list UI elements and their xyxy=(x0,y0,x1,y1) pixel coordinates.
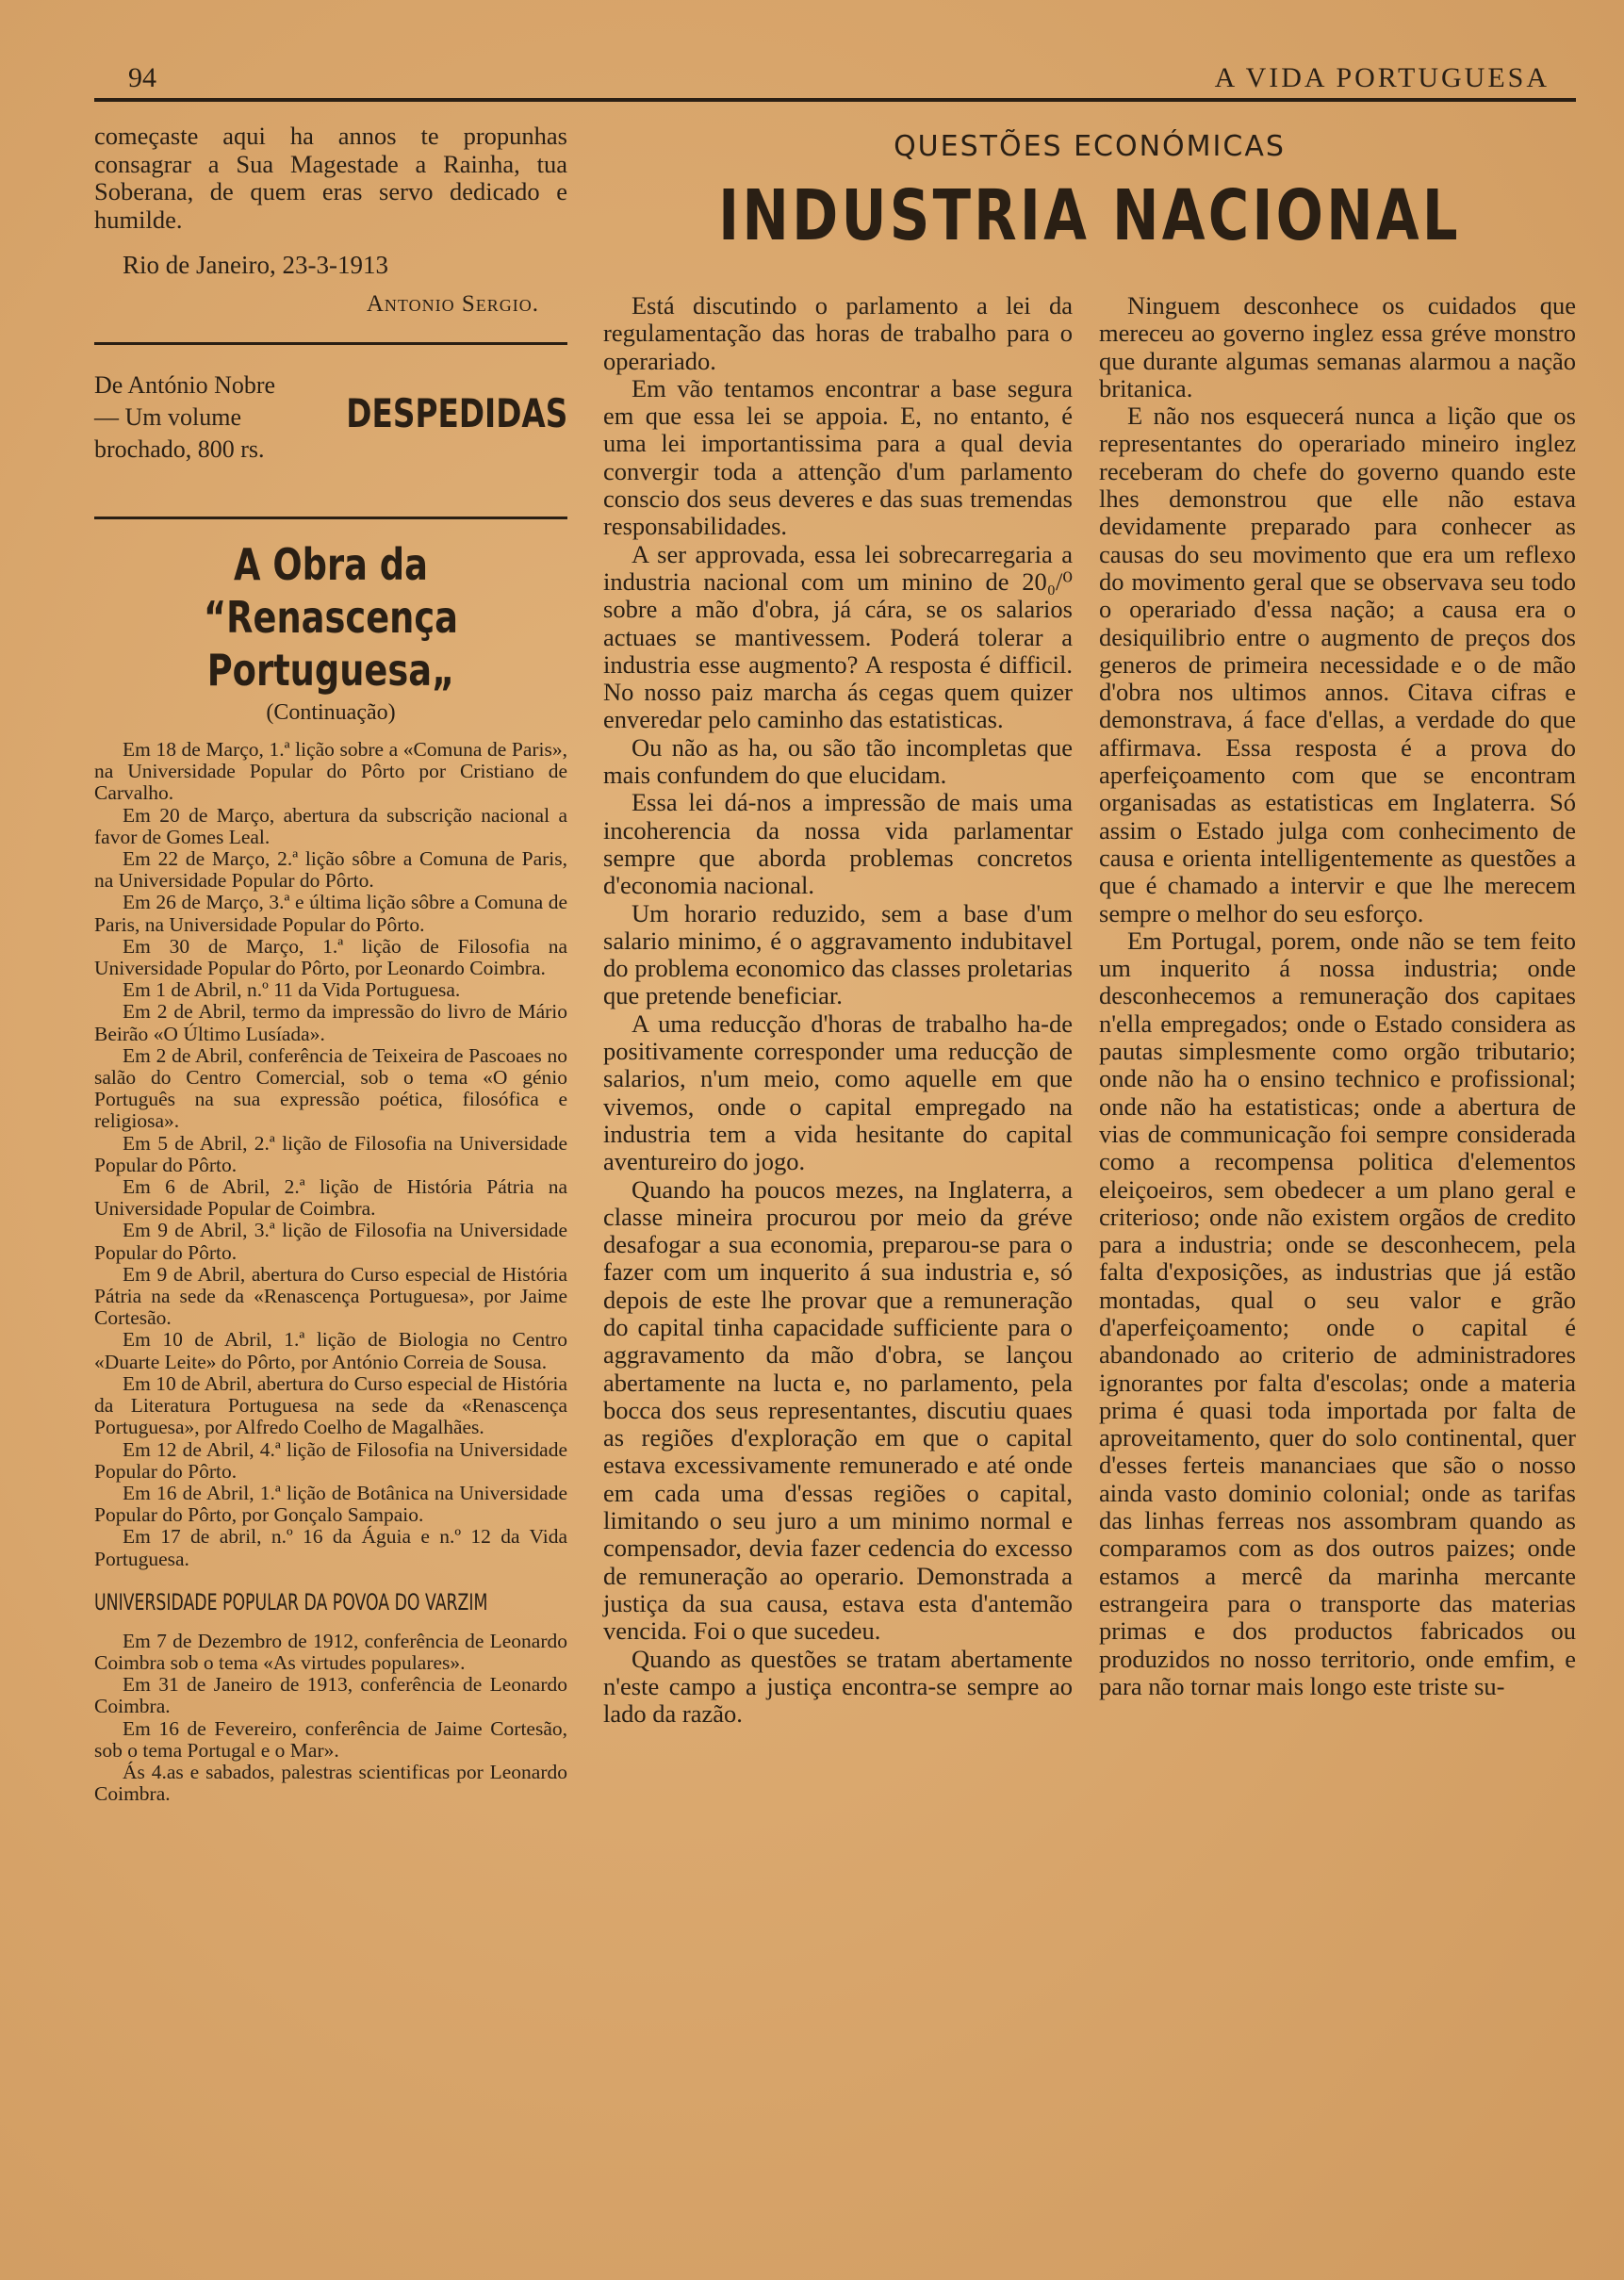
event-item: Em 18 de Março, 1.ª lição sobre a «Comuna de Paris», na Universidade Popular do Pôrto por Cristiano de Carvalho. xyxy=(94,738,567,805)
events-list xyxy=(94,739,567,1570)
article-paragraph: Em Portugal, porem, onde não se tem feito um inquerito á nossa industria; onde desconhecemos a remuneração dos capitaes n'ella empregados; onde o Estado considera as pautas simplesmente como orgão tributario; onde não ha o ensino technico e profissional; onde não ha estatisticas; onde a abertura de vias de communicação foi sempre considerada como a recompensa politica d'elementos eleiçoeiros, sem obedecer a um plano geral e criterioso; onde não existem orgãos de credito para a industria; onde se desconhecem, pela falta d'exposições, as industrias que já estão montadas, qual o seu valor e grão d'aperfeiçoamento; onde o capital é abandonado ao criterio de administradores ignorantes por falta d'escolas; onde a materia prima é quasi toda importada por falta de aproveitamento, quer do solo continental, quer d'esses ferteis mananciaes que são o nosso ainda vasto dominio colonial; onde as tarifas das linhas ferreas nos assombram quando as comparamos com as dos outros paizes; onde estamos a mercê da marinha mercante estrangeira para o transporte das materias primas e dos productos fabricados ou produzidos no nosso territorio, onde emfim, e para não tornar mais longo este triste su- xyxy=(1099,926,1576,1700)
univ-event-item: Ás 4.as e sabados, palestras scientificas por Leonardo Coimbra. xyxy=(94,1760,567,1806)
event-item: Em 26 de Março, 3.ª e última lição sôbre a Comuna de Paris, na Universidade Popular do Pôrto. xyxy=(94,891,567,936)
univ-event-item: Em 7 de Dezembro de 1912, conferência de Leonardo Coimbra sob o tema «As virtudes populares». xyxy=(94,1629,567,1674)
event-item: Em 20 de Março, abertura da subscrição nacional a favor de Gomes Leal. xyxy=(94,803,567,848)
event-item: Em 9 de Abril, 3.ª lição de Filosofia na Universidade Popular do Pôrto. xyxy=(94,1219,567,1264)
event-item: Em 9 de Abril, abertura do Curso especial de História Pátria na sede da «Renascença Portuguesa», por Jaime Cortesão. xyxy=(94,1262,567,1330)
univ-events-list xyxy=(94,1631,567,1806)
article-column-2 xyxy=(1099,292,1576,1700)
event-item: Em 22 de Março, 2.ª lição sôbre a Comuna de Paris, na Universidade Popular do Pôrto. xyxy=(94,847,567,893)
event-item: Em 1 de Abril, n.º 11 da Vida Portuguesa. xyxy=(123,978,461,1002)
article-paragraph: Ninguem desconhece os cuidados que mereceu ao governo inglez essa gréve monstro que durante algumas semanas alarmou a nação britanica. xyxy=(1099,291,1576,402)
journal-title: A VIDA PORTUGUESA xyxy=(1214,62,1550,93)
intro-text: começaste aqui ha annos te propunhas consagrar a Sua Magestade a Rainha, tua Soberana, de quem eras servo dedicado e humilde. xyxy=(94,122,567,234)
letter-signature: Antonio Sergio. xyxy=(366,291,539,317)
event-item: Em 16 de Abril, 1.ª lição de Botânica na Universidade Popular do Pôrto, por Gonçalo Sampaio. xyxy=(94,1481,567,1527)
univ-event-item: Em 16 de Fevereiro, conferência de Jaime Cortesão, sob o tema Portugal e o Mar». xyxy=(94,1716,567,1762)
event-item: Em 5 de Abril, 2.ª lição de Filosofia na Universidade Popular do Pôrto. xyxy=(94,1131,567,1176)
divider xyxy=(94,342,567,345)
letter-date: Rio de Janeiro, 23-3-1913 xyxy=(123,251,388,279)
obra-title-line-1: A Obra da xyxy=(234,539,428,590)
event-item: Em 10 de Abril, abertura do Curso especial de História da Literatura Portuguesa na sede da «Renascença Portuguesa», por Alfredo Coelho de Magalhães. xyxy=(94,1371,567,1439)
obra-title-line-2: “Renascença Portuguesa„ xyxy=(203,592,459,696)
article-title: INDUSTRIA NACIONAL xyxy=(718,175,1461,256)
article-paragraph: A uma reducção d'horas de trabalho ha-de positivamente corresponder uma reducção de salarios, n'um meio, como aquelle em que vivemos, onde o capital empregado na industria tem a vida hesitante do capital aventureiro do jogo. xyxy=(603,1009,1073,1176)
despedidas-title: DESPEDIDAS xyxy=(345,390,567,436)
univ-heading: UNIVERSIDADE POPULAR DA POVOA DO VARZIM xyxy=(94,1588,488,1616)
article-paragraph: A ser approvada, essa lei sobrecarregaria a industria nacional com um minino de 20₀/⁰ sobre a mão d'obra, já cára, se os salarios actuaes se mantivessem. Poderá tolerar a industria esse augmento? A resposta é difficil. No nosso paiz marcha ás cegas quem quizer enveredar pelo caminho das estatisticas. xyxy=(603,539,1073,734)
article-paragraph: Quando ha poucos mezes, na Inglaterra, a classe mineira procurou por meio da gréve desafogar a sua economia, preparou-se para o fazer com um inquerito á sua industria e, só depois de este lhe provar que a remuneração do capital tinha capacidade sufficiente para o aggravamento da mão d'obra, se lançou abertamente na lucta e, no parlamento, pela bocca dos seus representantes, discutiu quaes as regiões d'exploração em que o capital estava excessivamente remunerado e até onde em cada uma d'essas regiões o capital, limitando o seu juro a um minimo normal e compensador, devia fazer cedencia do excesso de remuneração ao operario. Demonstrada a justiça da sua causa, estava esta d'antemão vencida. Foi o que sucedeu. xyxy=(603,1174,1073,1646)
book-note: De António Nobre — Um volume brochado, 800 rs. xyxy=(94,371,276,463)
left-column xyxy=(94,123,567,1805)
article-paragraph: Essa lei dá-nos a impressão de mais uma incoherencia da nossa vida parlamentar sempre que aborda problemas concretos d'economia nacional. xyxy=(603,788,1073,900)
article-column-1 xyxy=(603,292,1073,1728)
article-paragraph: E não nos esquecerá nunca a lição que os representantes do operariado mineiro inglez receberam do chefe do governo quando este lhes demonstrou que elle não estava devidamente preparado para conhecer as causas do seu movimento que era um reflexo do movimento geral que se observava seu todo o operariado d'essa nação; a causa era o desiquilibrio entre o augmento de preços dos generos de primeira necessidade e o de mão d'obra nos ultimos annos. Citava cifras e demonstrava, á face d'ellas, a verdade do que affirmava. Essa resposta é a prova do aperfeiçoamento com que se encontram organisadas as estatisticas em Inglaterra. Só assim o Estado julga com conhecimento de causa e orienta intelligentemente as questões a que é chamado a intervir e que lhe merecem sempre o melhor do seu esforço. xyxy=(1099,402,1576,927)
event-item: Em 17 de abril, n.º 16 da Águia e n.º 12 da Vida Portuguesa. xyxy=(94,1525,567,1570)
article-paragraph: Ou não as ha, ou são tão incompletas que mais confundem do que elucidam. xyxy=(603,732,1073,790)
page-number: 94 xyxy=(128,62,156,93)
event-item: Em 12 de Abril, 4.ª lição de Filosofia na Universidade Popular do Pôrto. xyxy=(94,1437,567,1483)
article-paragraph: Em vão tentamos encontrar a base segura em que essa lei se appoia. E, no entanto, é uma lei importantissima para a qual devia convergir toda a attenção d'um parlamento conscio dos seus deveres e das suas tremendas responsabilidades. xyxy=(603,373,1073,541)
univ-event-item: Em 31 de Janeiro de 1913, conferência de Leonardo Coimbra. xyxy=(94,1673,567,1718)
event-item: Em 30 de Março, 1.ª lição de Filosofia na Universidade Popular do Pôrto, por Leonardo Coimbra. xyxy=(94,934,567,980)
page-header xyxy=(94,57,1576,102)
despedidas-block xyxy=(94,364,567,492)
article-paragraph: Quando as questões se tratam abertamente n'este campo a justiça encontra-se sempre ao lado da razão. xyxy=(603,1644,1073,1729)
divider xyxy=(94,517,567,519)
event-item: Em 2 de Abril, conferência de Teixeira de Pascoaes no salão do Centro Comercial, sob o tema «O génio Português na sua expressão poética, filosófica e religiosa». xyxy=(94,1043,567,1133)
article-paragraph: Um horario reduzido, sem a base d'um salario minimo, é o aggravamento indubitavel do problema economico das classes proletarias que pretende beneficiar. xyxy=(603,898,1073,1010)
obra-continuation: (Continuação) xyxy=(266,700,396,725)
section-label: QUESTÕES ECONÓMICAS xyxy=(894,130,1286,163)
event-item: Em 2 de Abril, termo da impressão do livro de Mário Beirão «O Último Lusíada». xyxy=(94,1000,567,1045)
event-item: Em 10 de Abril, 1.ª lição de Biologia no Centro «Duarte Leite» do Pôrto, por António Correia de Sousa. xyxy=(94,1328,567,1373)
event-item: Em 6 de Abril, 2.ª lição de História Pátria na Universidade Popular de Coimbra. xyxy=(94,1175,567,1221)
article-paragraph: Está discutindo o parlamento a lei da regulamentação das horas de trabalho para o operariado. xyxy=(603,291,1073,375)
